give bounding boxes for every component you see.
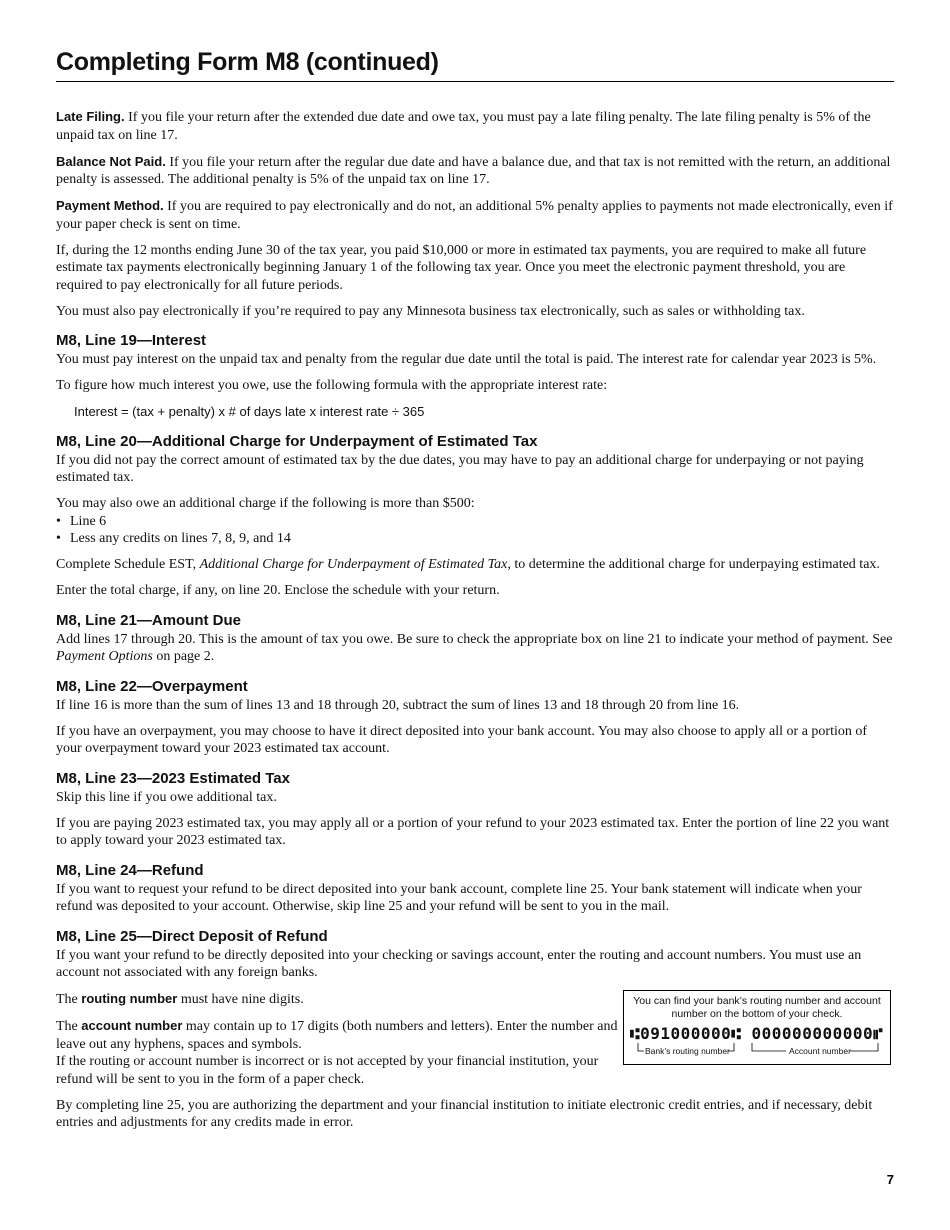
line20-bullet-list [56,513,894,548]
line24-heading: M8, Line 24—Refund [56,861,204,879]
account-number-term: account number [81,1018,183,1033]
line21-heading: M8, Line 21—Amount Due [56,611,242,629]
authorizing-paragraph: By completing line 25, you are authorizing the department and your financial institution to initiate electronic credit entries, and if necessary, debit entries and adjustments for any credits made in error. [56,1097,873,1130]
interest-formula: Interest = (tax + penalty) x # of days late x interest rate ÷ 365 [74,404,425,419]
late-filing-paragraph [56,108,894,144]
document-body [56,108,894,1140]
payment-method-paragraph [56,197,894,233]
threshold-paragraph: If, during the 12 months ending June 30 of the tax year, you paid $10,000 or more in estimated tax payments, you are required to make all future estimate tax payments electronically beginning January 1 of the following tax year. Once you meet the electronic payment threshold, you are required to pay electronically for all future periods. [56,242,867,293]
line20-heading: M8, Line 20—Additional Charge for Underpayment of Estimated Tax [56,432,538,450]
list-item: • Line 6 [56,513,894,531]
line21-p1 [56,631,894,666]
line23-p2: If you are paying 2023 estimated tax, you may apply all or a portion of your refund to your 2023 estimated tax. Enter the portion of line 22 you want to apply toward your 2023 estimated tax. [56,815,890,848]
check-labels [624,1043,890,1057]
page-number: 7 [886,1172,894,1187]
line23-heading: M8, Line 23—2023 Estimated Tax [56,769,290,787]
incorrect-number-paragraph: If the routing or account number is incorrect or is not accepted by your financial institution, your refund will be sent to you in the form of a paper check. [56,1054,599,1087]
routing-text-end: must have nine digits. [177,992,304,1007]
schedule-est-title: Additional Charge for Underpayment of Estimated Tax [199,557,508,572]
routing-text-column [56,990,618,1088]
routing-number-paragraph [56,990,618,1009]
routing-text: The [56,992,82,1007]
line20-p4: Enter the total charge, if any, on line 20. Enclose the schedule with your return. [56,583,500,598]
account-text-end: may contain up to 17 digits (both numbers and letters). Enter the number and leave out any hyphens, spaces and symbols. [56,1019,618,1052]
line20-p3 [56,556,894,574]
balance-not-paid-paragraph [56,153,894,189]
routing-number-term: routing number [81,991,178,1006]
routing-number-label: Bank’s routing number [645,1045,730,1056]
line20-p2: You may also owe an additional charge if the following is more than $500: [56,496,475,511]
check-diagram [623,990,891,1065]
account-number-paragraph [56,1017,618,1053]
late-filing-text: If you file your return after the extended due date and owe tax, you must pay a late filing penalty. The late filing penalty is 5% of the unpaid tax on line 17. [56,110,871,143]
line19-p2: To figure how much interest you owe, use the following formula with the appropriate interest rate: [56,378,608,393]
routing-section [56,990,894,1088]
line21-p1-text-end: on page 2. [152,649,215,664]
line24-p1: If you want to request your refund to be direct deposited into your bank account, complete line 25. Your bank statement will indicate when your refund was deposited to your account. Otherwise, skip line 25 and your refund will be sent to you in the mail. [56,881,862,914]
balance-not-paid-text: If you file your return after the regular due date and have a balance due, and that tax is not remitted with the return, an additional penalty is assessed. The additional penalty is 5% of the unpaid tax on line 17. [56,154,891,187]
line20-p3-text-end: , to determine the additional charge for underpaying estimated tax. [507,557,880,572]
line22-p1: If line 16 is more than the sum of lines 13 and 18 through 20, subtract the sum of lines 13 and 18 through 20 from line 16. [56,697,740,713]
line25-p1: If you want your refund to be directly deposited into your checking or savings account, enter the routing and account numbers. You must use an account not associated with any foreign banks. [56,947,862,980]
line20-p1: If you did not pay the correct amount of estimated tax by the due dates, you may have to pay an additional charge for underpaying or not paying estimated tax. [56,452,864,485]
payment-options-title: Payment Options [56,649,153,664]
line19-heading: M8, Line 19—Interest [56,332,207,349]
payment-method-text: If you are required to pay electronically and do not, an additional 5% penalty applies to payments not made electronically, even if your paper check is sent on time. [56,199,893,232]
line25-heading: M8, Line 25—Direct Deposit of Refund [56,927,328,945]
line20-p3-text: Complete Schedule EST, [56,557,200,572]
line23-p1: Skip this line if you owe additional tax. [56,789,277,805]
business-tax-paragraph: You must also pay electronically if you’re required to pay any Minnesota business tax electronically, such as sales or withholding tax. [56,303,805,319]
micr-line: ⑆091000000⑆ 000000000000⑈ [630,1024,884,1043]
line21-p1-text: Add lines 17 through 20. This is the amount of tax you owe. Be sure to check the appropriate box on line 21 to indicate your method of payment. See [56,631,893,647]
check-caption: You can find your bank’s routing number and account number on the bottom of your check. [633,995,881,1020]
line22-p2: If you have an overpayment, you may choose to have it direct deposited into your bank account. You may also choose to apply all or a portion of your overpayment toward your 2023 estimated tax account. [56,723,868,756]
line22-heading: M8, Line 22—Overpayment [56,677,248,695]
page-title: Completing Form M8 (continued) [56,48,894,82]
late-filing-label: Late Filing. [56,109,125,124]
account-text: The [56,1019,82,1034]
list-item: • Less any credits on lines 7, 8, 9, and 14 [56,530,894,548]
account-number-label: Account number [789,1045,851,1056]
balance-not-paid-label: Balance Not Paid. [56,153,166,169]
payment-method-label: Payment Method. [56,198,164,213]
line19-p1: You must pay interest on the unpaid tax and penalty from the regular due date until the total is paid. The interest rate for calendar year 2023 is 5%. [56,352,877,367]
